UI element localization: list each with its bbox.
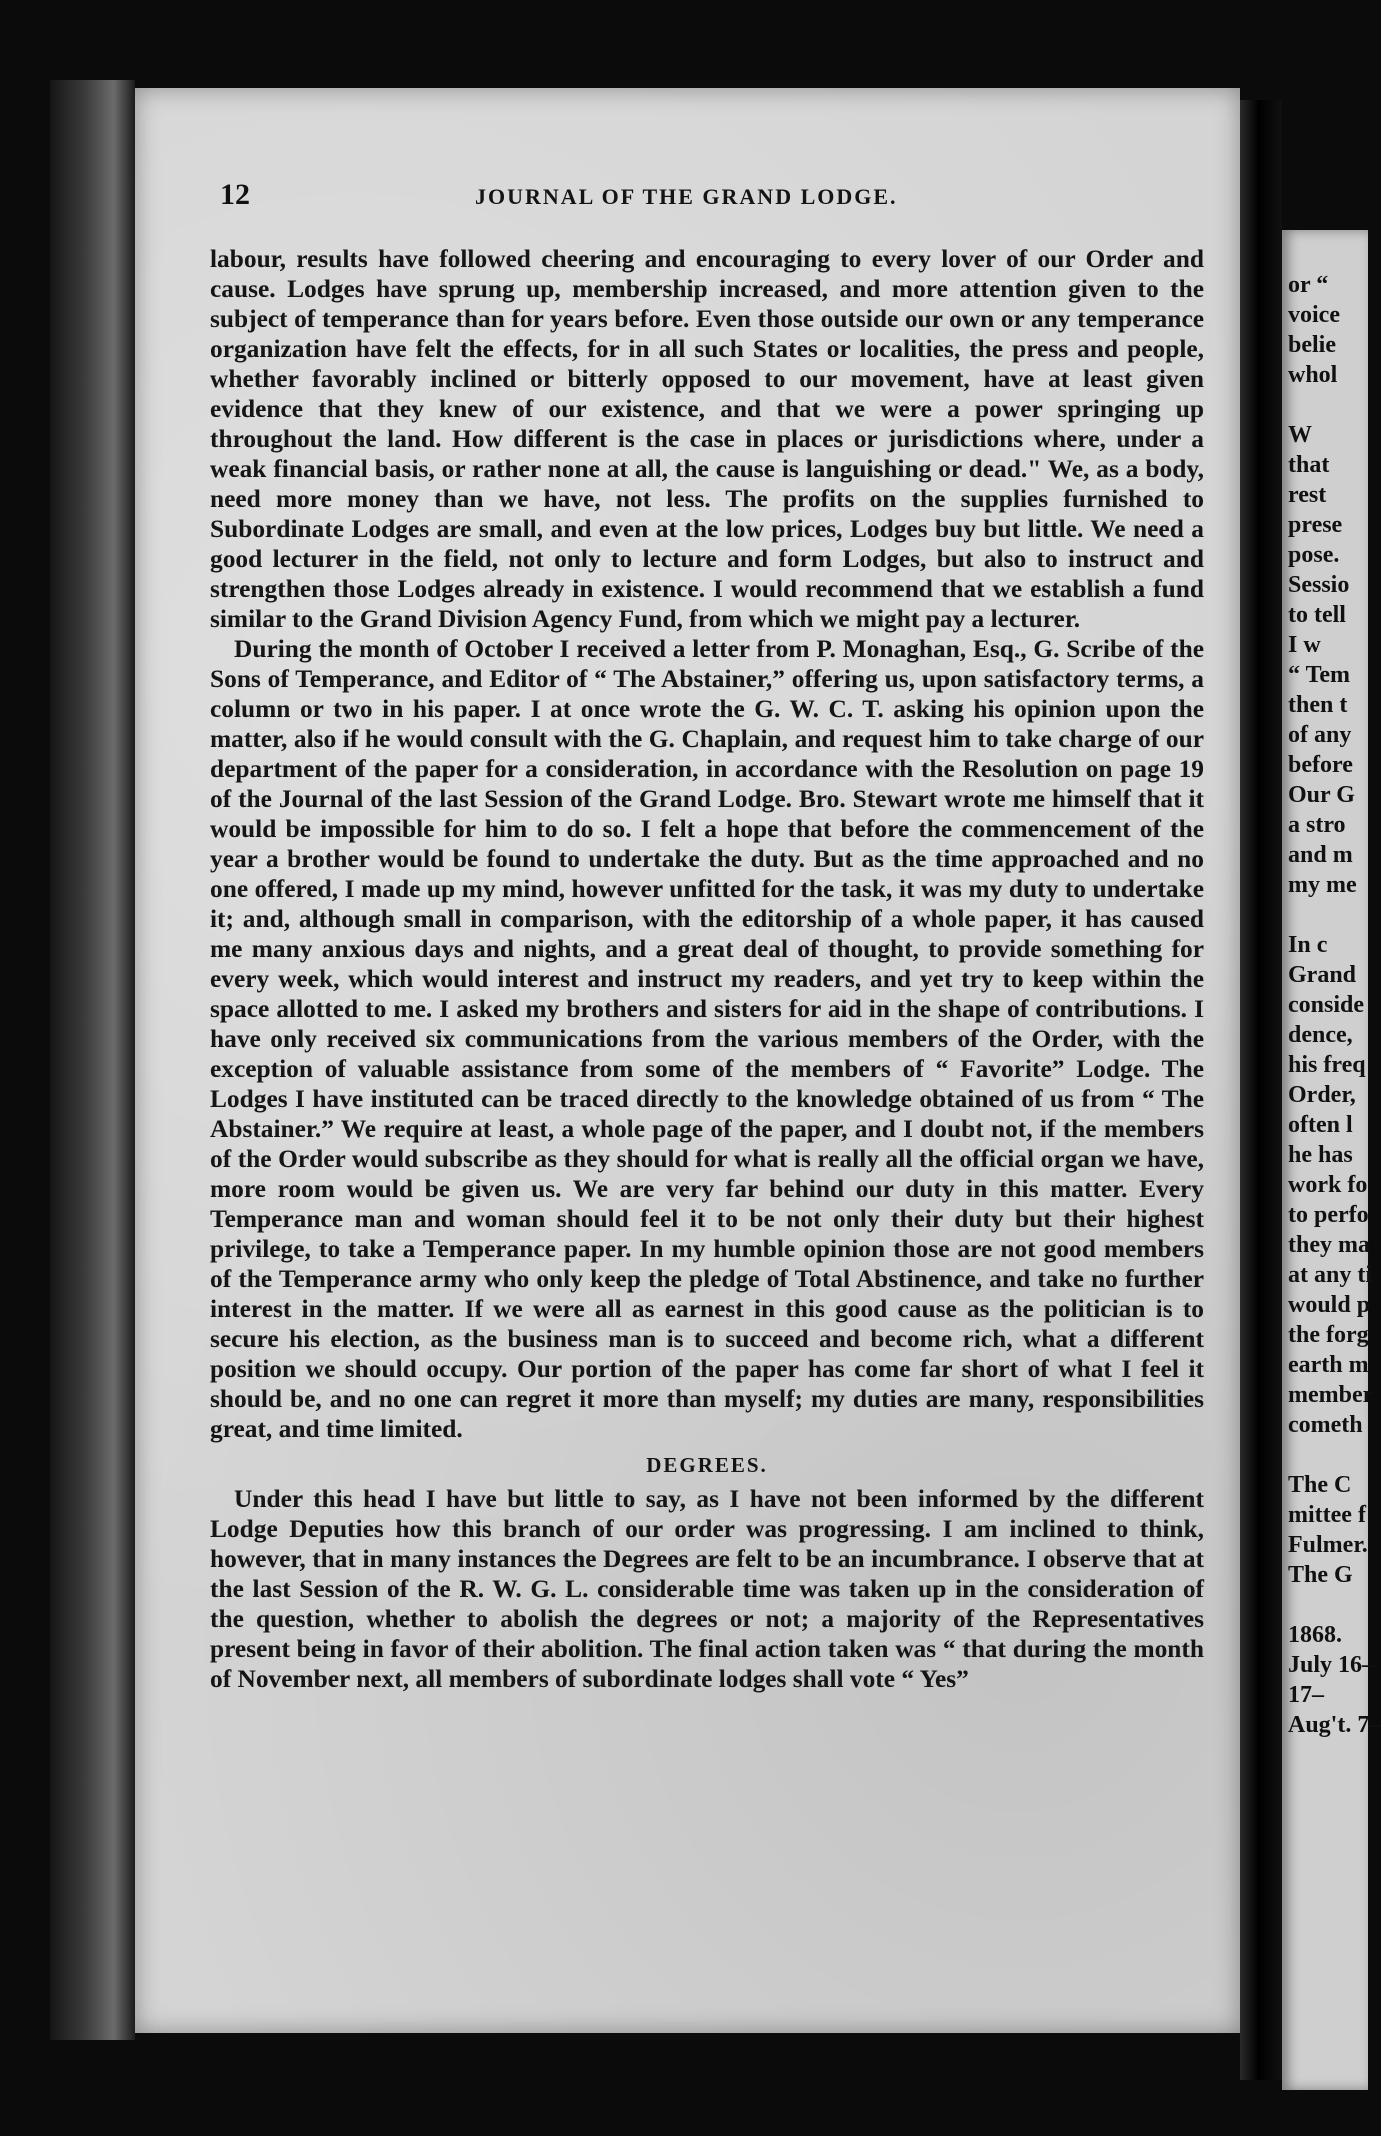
facing-page-line: at any ti — [1288, 1262, 1372, 1288]
facing-page-line: whol — [1288, 362, 1338, 388]
facing-page-line: work fo — [1288, 1172, 1368, 1198]
facing-page-line: Order, — [1288, 1082, 1356, 1108]
facing-page-line: before — [1288, 752, 1353, 778]
facing-page-line: Aug't. 7– — [1288, 1712, 1381, 1738]
facing-page-line: member — [1288, 1382, 1374, 1408]
page-number: 12 — [220, 178, 250, 211]
facing-page-line: earth m — [1288, 1352, 1369, 1378]
facing-page-line: cometh — [1288, 1412, 1363, 1438]
facing-page-line: In c — [1288, 932, 1328, 958]
facing-page-line: Fulmer. — [1288, 1532, 1368, 1558]
facing-page-line: dence, — [1288, 1022, 1353, 1048]
facing-page-line — [1288, 390, 1368, 420]
facing-page-line: The G — [1288, 1562, 1353, 1588]
facing-page-line: the forg — [1288, 1322, 1369, 1348]
facing-page-line: he has — [1288, 1142, 1353, 1168]
facing-page-line: my me — [1288, 872, 1357, 898]
facing-page-line: July 16– — [1288, 1652, 1375, 1678]
running-title: JOURNAL OF THE GRAND LODGE. — [475, 184, 898, 209]
paragraph-labour: labour, results have followed cheering and encouraging to every lover of our Order and cause. Lodges have sprung up, membership increased, and more attention given to the subject of temperance than for years before. Even those outside our own or any temperance organization have felt the effects, for in all such States or localities, the press and people, whether favorably inclined or bitterly opposed to our movement, have at least given evidence that they knew of our existence, and that we were a power springing up throughout the land. How different is the case in places or jurisdictions where, under a weak financial basis, or rather none at all, the cause is languishing or dead." We, as a body, need more money than we have, not less. The profits on the supplies furnished to Subordinate Lodges are small, and even at the low prices, Lodges buy but little. We need a good lecturer in the field, not only to lecture and form Lodges, but also to instruct and strengthen those Lodges already in existence. I would recommend that we establish a fund similar to the Grand Division Agency Fund, from which we might pay a lecturer. — [210, 245, 1204, 633]
facing-page-line: a stro — [1288, 812, 1346, 838]
page-header — [220, 178, 1210, 218]
facing-page-line — [1288, 900, 1368, 930]
facing-page-line: prese — [1288, 512, 1343, 538]
facing-page-line: of any — [1288, 722, 1352, 748]
facing-page-line — [1288, 1440, 1368, 1470]
paragraph-abstainer: During the month of October I received a letter from P. Monaghan, Esq., G. Scribe of the Sons of Temperance, and Editor of “ The Abstainer,” offering us, upon satisfactory terms, a column or two in his paper. I at once wrote the G. W. C. T. asking his opinion upon the matter, also if he would consult with the G. Chaplain, and request him to take charge of our department of the paper for a consideration, in accordance with the Resolution on page 19 of the Journal of the last Session of the Grand Lodge. Bro. Stewart wrote me himself that it would be impossible for him to do so. I felt a hope that before the commencement of the year a brother would be found to undertake the duty. But as the time approached and no one offered, I made up my mind, however unfitted for the task, it was my duty to undertake it; and, although small in comparison, with the editorship of a whole paper, it has caused me many anxious days and nights, and a great deal of thought, to provide something for every week, which would interest and instruct my readers, and yet try to keep within the space allotted to me. I asked my brothers and sisters for aid in the shape of contributions. I have only received six communications from the various members of the Order, with the exception of valuable assistance from some of the members of “ Favorite” Lodge. The Lodges I have instituted can be traced directly to the knowledge obtained of us from “ The Abstainer.” We require at least, a whole page of the paper, and I doubt not, if the members of the Order would subscribe as they should for what is really all the official organ we have, more room would be given us. We are very far behind our duty in this matter. Every Temperance man and woman should feel it to be not only their duty but their highest privilege, to take a Temperance paper. In my humble opinion those are not good members of the Temperance army who only keep the pledge of Total Abstinence, and take no further interest in the matter. If we were all as earnest in this good cause as the politician is to secure his election, as the business man is to succeed and become rich, what a different position we should occupy. Our portion of the paper has come far short of what I feel it should be, and no one can regret it more than myself; my duties are many, responsibilities great, and time limited. — [210, 635, 1204, 1443]
facing-page-line: rest — [1288, 482, 1327, 508]
facing-page-line: 1868. — [1288, 1622, 1342, 1648]
facing-page-line: Sessio — [1288, 572, 1350, 598]
facing-page-line: mittee f — [1288, 1502, 1366, 1528]
facing-page-line: belie — [1288, 332, 1336, 358]
paragraph-degrees: Under this head I have but little to say, as I have not been informed by the different Lodge Deputies how this branch of our order was progressing. I am inclined to think, however, that in many instances the Degrees are felt to be an incumbrance. I observe that at the last Session of the R. W. G. L. considerable time was taken up in the consideration of the question, whether to abolish the degrees or not; a majority of the Representatives present being in favor of their abolition. The final action taken was “ that during the month of November next, all members of subordinate lodges shall vote “ Yes” — [210, 1485, 1204, 1693]
facing-page-line: to perfo — [1288, 1202, 1369, 1228]
facing-page-line: W — [1288, 422, 1312, 448]
facing-page-line: voice — [1288, 302, 1340, 328]
facing-page-line: and m — [1288, 842, 1353, 868]
facing-page-line: to tell — [1288, 602, 1346, 628]
page-body — [210, 244, 1204, 1694]
facing-page-line: they ma — [1288, 1232, 1370, 1258]
facing-page-line: that — [1288, 452, 1330, 478]
facing-page-line: Our G — [1288, 782, 1355, 808]
facing-page-line: 17– — [1288, 1682, 1324, 1708]
facing-page-line: would p — [1288, 1292, 1371, 1318]
page-fold-shadow — [1240, 100, 1282, 2080]
facing-page-line: conside — [1288, 992, 1365, 1018]
section-heading-degrees: DEGREES. — [646, 1453, 768, 1477]
facing-page-line: Grand — [1288, 962, 1357, 988]
facing-page-line: then t — [1288, 692, 1348, 718]
facing-page-line: or “ — [1288, 272, 1329, 298]
facing-page-line: I w — [1288, 632, 1321, 658]
facing-page-line: pose. — [1288, 542, 1340, 568]
facing-page-line: The C — [1288, 1472, 1352, 1498]
facing-page-fragments — [1288, 270, 1381, 1740]
binding-gutter — [50, 80, 135, 2040]
facing-page-line: often l — [1288, 1112, 1353, 1138]
facing-page-line: “ Tem — [1288, 662, 1351, 688]
facing-page-line — [1288, 1590, 1368, 1620]
facing-page-line: his freq — [1288, 1052, 1366, 1078]
